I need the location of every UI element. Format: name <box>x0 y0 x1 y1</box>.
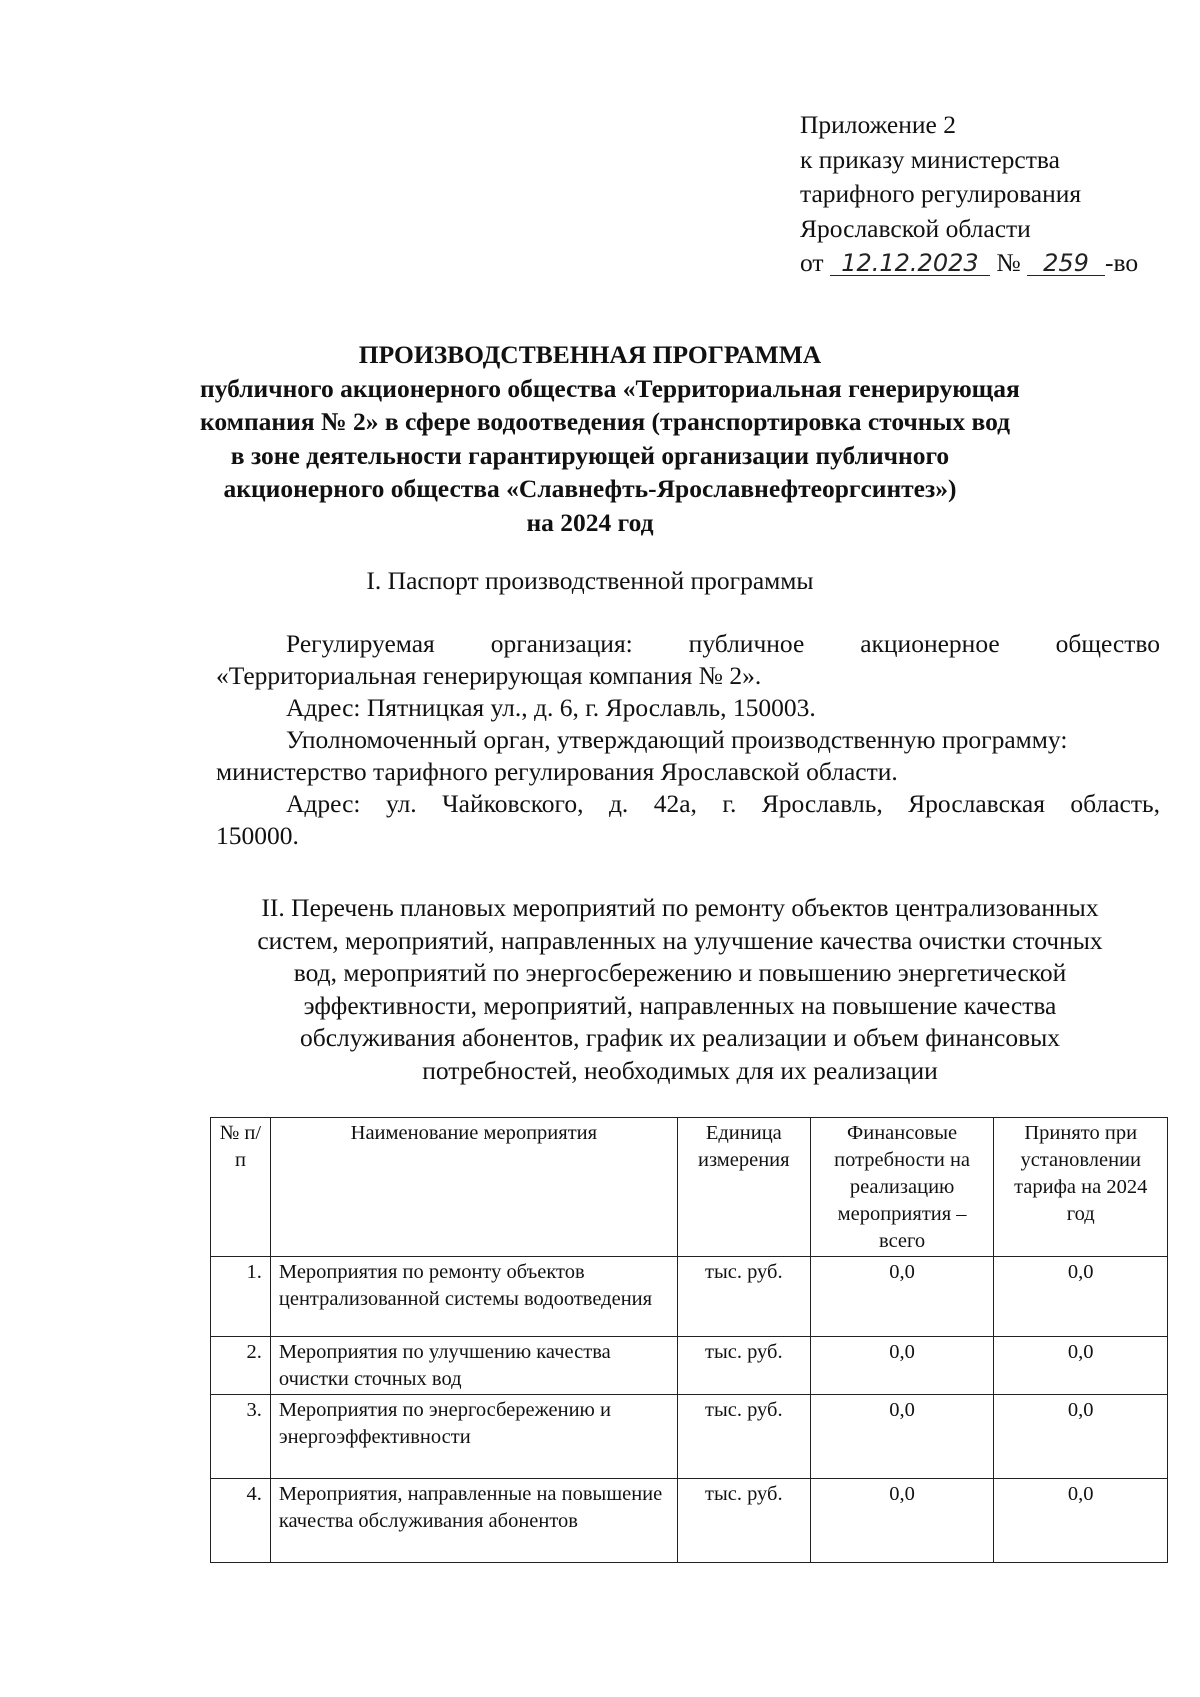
passport-word: область, <box>1070 789 1160 818</box>
appendix-ministry: тарифного регулирования <box>800 179 1082 208</box>
header-financial-needs: Финансовые потребности на реализацию мероприятия – всего <box>810 1118 994 1257</box>
passport-word: 42а, <box>653 789 697 818</box>
section-2-line: вод, мероприятий по энергосбережению и повышению энергетической <box>293 958 1067 987</box>
table-row <box>211 1337 1168 1395</box>
passport-word: Регулируемая <box>286 629 435 658</box>
cell-name: Мероприятия по улучшению качества очистки сточных вод <box>270 1337 677 1395</box>
title-heading: ПРОИЗВОДСТВЕННАЯ ПРОГРАММА <box>358 340 822 369</box>
regulated-org-address: Адрес: Пятницкая ул., д. 6, г. Ярославль, 150003. <box>286 693 816 722</box>
title-line: компания № 2» в сфере водоотведения (транспортировка сточных вод <box>200 407 1011 436</box>
passport-word: Ярославль, <box>761 789 883 818</box>
passport-word: д. <box>608 789 629 818</box>
cell-unit: тыс. руб. <box>677 1257 810 1337</box>
authority-line: Уполномоченный орган, утверждающий производственную программу: <box>286 725 1068 754</box>
cell-financial-needs: 0,0 <box>810 1479 994 1563</box>
handwritten-date: 12.12.2023 <box>830 251 990 276</box>
cell-unit: тыс. руб. <box>677 1337 810 1395</box>
section-2-line: потребностей, необходимых для их реализации <box>422 1055 938 1085</box>
passport-word: Чайковского, <box>442 789 584 818</box>
cell-financial-needs: 0,0 <box>810 1257 994 1337</box>
measures-table <box>210 1117 1168 1563</box>
cell-no: 4. <box>211 1479 271 1563</box>
table-row <box>211 1257 1168 1337</box>
section-2-line: эффективности, мероприятий, направленных на повышение качества <box>303 990 1057 1020</box>
passport-word: ул. <box>385 789 417 818</box>
passport-word: Адрес: <box>286 789 361 818</box>
header-unit: Единица измерения <box>677 1118 810 1257</box>
passport-word: Ярославская <box>908 789 1045 818</box>
handwritten-number: 259 <box>1027 251 1105 276</box>
cell-accepted: 0,0 <box>994 1257 1168 1337</box>
title-line: публичного акционерного общества «Территориальная генерирующая <box>200 373 1020 403</box>
cell-financial-needs: 0,0 <box>810 1337 994 1395</box>
cell-name: Мероприятия по энергосбережению и энергоэффективности <box>270 1395 677 1479</box>
appendix-header <box>800 108 1138 281</box>
appendix-number: Приложение 2 <box>800 110 956 139</box>
appendix-order-ref: к приказу министерства <box>800 144 1060 174</box>
from-label: от <box>800 248 824 277</box>
authority-address-line <box>216 788 1160 820</box>
authority-name: министерство тарифного регулирования Ярославской области. <box>216 757 898 786</box>
number-label: № <box>996 248 1021 277</box>
program-passport <box>216 628 1160 852</box>
passport-word: публичное <box>688 629 805 658</box>
passport-word: акционерное <box>860 629 1000 658</box>
number-suffix: -во <box>1105 248 1139 277</box>
table-row <box>211 1479 1168 1563</box>
cell-unit: тыс. руб. <box>677 1395 810 1479</box>
cell-no: 1. <box>211 1257 271 1337</box>
cell-financial-needs: 0,0 <box>810 1395 994 1479</box>
table-header-row <box>211 1118 1168 1257</box>
section-2-line: II. Перечень плановых мероприятий по ремонту объектов централизованных <box>261 893 1099 922</box>
header-no: № п/п <box>211 1118 271 1257</box>
passport-word: организация: <box>490 629 633 658</box>
appendix-date-line <box>800 246 1138 281</box>
cell-accepted: 0,0 <box>994 1337 1168 1395</box>
cell-unit: тыс. руб. <box>677 1479 810 1563</box>
title-line: акционерного общества «Славнефть-Ярославнефтеоргсинтез») <box>223 474 957 503</box>
cell-name: Мероприятия, направленные на повышение качества обслуживания абонентов <box>270 1479 677 1563</box>
cell-accepted: 0,0 <box>994 1395 1168 1479</box>
regulated-org-name: «Территориальная генерирующая компания № 2». <box>216 661 762 690</box>
section-1-heading: I. Паспорт производственной программы <box>366 566 814 595</box>
title-line: в зоне деятельности гарантирующей организации публичного <box>230 440 950 470</box>
cell-no: 2. <box>211 1337 271 1395</box>
document-title <box>200 338 1020 539</box>
passport-word: г. <box>722 789 737 818</box>
table-row <box>211 1395 1168 1479</box>
passport-word: общество <box>1055 629 1160 658</box>
section-2-heading <box>180 892 1180 1087</box>
authority-postcode: 150000. <box>216 821 299 850</box>
section-2-line: обслуживания абонентов, график их реализации и объем финансовых <box>300 1023 1060 1052</box>
regulated-org-line <box>216 628 1160 660</box>
header-accepted: Принято при установлении тарифа на 2024 год <box>994 1118 1168 1257</box>
header-name: Наименование мероприятия <box>270 1118 677 1257</box>
appendix-region: Ярославской области <box>800 213 1031 243</box>
cell-accepted: 0,0 <box>994 1479 1168 1563</box>
section-2-line: систем, мероприятий, направленных на улучшение качества очистки сточных <box>257 925 1103 955</box>
title-year: на 2024 год <box>526 507 654 537</box>
cell-no: 3. <box>211 1395 271 1479</box>
cell-name: Мероприятия по ремонту объектов централизованной системы водоотведения <box>270 1257 677 1337</box>
